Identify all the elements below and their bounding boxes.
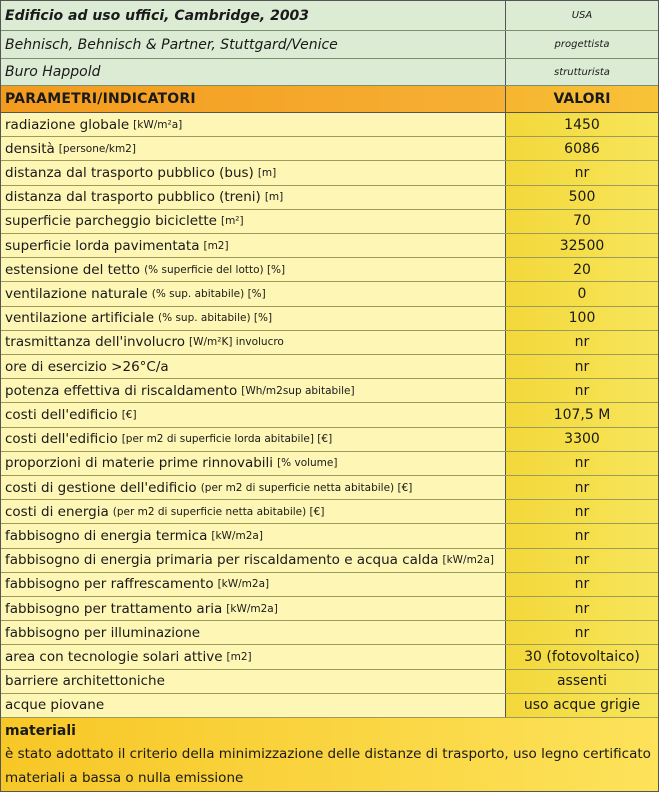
column-header-row bbox=[1, 86, 658, 113]
parameter-unit: (% superficie del lotto) [%] bbox=[144, 263, 286, 276]
table-row bbox=[1, 113, 658, 137]
parameter-label bbox=[1, 403, 506, 426]
building-title: Edificio ad uso uffici, Cambridge, 2003 bbox=[1, 1, 506, 30]
table-row bbox=[1, 355, 658, 379]
parameter-label bbox=[1, 379, 506, 402]
parameter-name: costi dell'edificio bbox=[5, 431, 118, 448]
table-row bbox=[1, 476, 658, 500]
table-row bbox=[1, 452, 658, 476]
parameter-unit: [m] bbox=[257, 166, 277, 179]
parameter-label bbox=[1, 621, 506, 644]
parameter-name: superficie parcheggio biciclette bbox=[5, 213, 217, 230]
parameter-unit: (per m2 di superficie netta abitabile) [€] bbox=[112, 505, 325, 518]
parameter-value: 500 bbox=[506, 186, 658, 209]
parameter-label bbox=[1, 355, 506, 378]
designer-role: progettista bbox=[554, 39, 610, 50]
parameter-value: assenti bbox=[506, 670, 658, 693]
parameter-name: ventilazione artificiale bbox=[5, 310, 155, 327]
parameter-value: 1450 bbox=[506, 113, 658, 136]
parameter-name: fabbisogno per illuminazione bbox=[5, 624, 201, 641]
parameter-value: nr bbox=[506, 621, 658, 644]
parameter-label bbox=[1, 694, 506, 717]
parameter-name: superficie lorda pavimentata bbox=[5, 237, 200, 254]
parameter-unit: [kW/m²a] bbox=[133, 118, 183, 131]
table-row bbox=[1, 403, 658, 427]
table-row bbox=[1, 670, 658, 694]
parameter-value: 30 (fotovoltaico) bbox=[506, 645, 658, 668]
header-row-engineer bbox=[1, 59, 658, 86]
parameter-value: 107,5 M bbox=[506, 403, 658, 426]
parameter-name: fabbisogno per raffrescamento bbox=[5, 576, 214, 593]
parameter-name: distanza dal trasporto pubblico (bus) bbox=[5, 164, 254, 181]
parameter-name: costi di gestione dell'edificio bbox=[5, 479, 197, 496]
parameter-unit: [kW/m2a] bbox=[211, 529, 263, 542]
parameter-label bbox=[1, 428, 506, 451]
engineer-name: Buro Happold bbox=[1, 59, 506, 85]
parameter-value: 100 bbox=[506, 307, 658, 330]
parameter-name: fabbisogno di energia primaria per riscaldamento e acqua calda bbox=[5, 552, 439, 569]
parameter-name: estensione del tetto bbox=[5, 261, 141, 278]
parameter-name: ventilazione naturale bbox=[5, 285, 148, 302]
table-row bbox=[1, 524, 658, 548]
table-row bbox=[1, 379, 658, 403]
parameter-label bbox=[1, 645, 506, 668]
table-row bbox=[1, 161, 658, 185]
parameter-name: area con tecnologie solari attive bbox=[5, 648, 223, 665]
parameter-value: 6086 bbox=[506, 137, 658, 160]
parameter-label bbox=[1, 524, 506, 547]
parameter-label bbox=[1, 113, 506, 136]
parameter-value: nr bbox=[506, 524, 658, 547]
parameter-label bbox=[1, 161, 506, 184]
parameter-value: nr bbox=[506, 161, 658, 184]
materials-section bbox=[1, 718, 658, 791]
parameter-unit: (% sup. abitabile) [%] bbox=[151, 287, 266, 300]
parameter-name: fabbisogno per trattamento aria bbox=[5, 600, 223, 617]
parameter-unit: [m2] bbox=[226, 650, 252, 663]
table-row bbox=[1, 428, 658, 452]
parameter-label bbox=[1, 258, 506, 281]
parameter-unit: (% sup. abitabile) [%] bbox=[158, 312, 273, 325]
table-row bbox=[1, 694, 658, 718]
parameter-label bbox=[1, 670, 506, 693]
parameter-unit: [kW/m2a] bbox=[226, 602, 278, 615]
table-row bbox=[1, 500, 658, 524]
parameter-label bbox=[1, 186, 506, 209]
parameter-unit: [m2] bbox=[203, 239, 229, 252]
table-row bbox=[1, 573, 658, 597]
parameter-label bbox=[1, 282, 506, 305]
parameters-column-header: PARAMETRI/INDICATORI bbox=[1, 86, 506, 112]
parameter-unit: [W/m²K] involucro bbox=[189, 336, 284, 349]
parameter-unit: [per m2 di superficie lorda abitabile] [€] bbox=[121, 433, 333, 446]
parameter-name: radiazione globale bbox=[5, 116, 130, 133]
designer-name: Behnisch, Behnisch & Partner, Stuttgard/Venice bbox=[1, 31, 506, 58]
parameter-name: costi di energia bbox=[5, 503, 109, 520]
table-row bbox=[1, 234, 658, 258]
parameter-value: 3300 bbox=[506, 428, 658, 451]
parameter-unit: [kW/m2a] bbox=[217, 578, 270, 591]
parameter-value: 0 bbox=[506, 282, 658, 305]
table-row bbox=[1, 210, 658, 234]
parameter-unit: (per m2 di superficie netta abitabile) [€] bbox=[200, 481, 413, 494]
table-row bbox=[1, 258, 658, 282]
table-row bbox=[1, 549, 658, 573]
parameter-name: densità bbox=[5, 140, 55, 157]
parameter-name: acque piovane bbox=[5, 697, 105, 714]
parameter-unit: [Wh/m2sup abitabile] bbox=[241, 384, 355, 397]
parameter-value: 70 bbox=[506, 210, 658, 233]
parameter-label bbox=[1, 234, 506, 257]
parameter-value: nr bbox=[506, 379, 658, 402]
parameter-unit: [m] bbox=[264, 191, 284, 204]
materials-line: materiali a bassa o nulla emissione bbox=[5, 770, 244, 786]
parameter-label bbox=[1, 331, 506, 354]
parameter-value: nr bbox=[506, 476, 658, 499]
parameter-value: nr bbox=[506, 500, 658, 523]
parameter-value: nr bbox=[506, 331, 658, 354]
parameter-unit: [% volume] bbox=[277, 457, 338, 470]
table-row bbox=[1, 307, 658, 331]
parameter-name: distanza dal trasporto pubblico (treni) bbox=[5, 189, 261, 206]
table-row bbox=[1, 186, 658, 210]
parameter-name: barriere architettoniche bbox=[5, 673, 165, 690]
header-row-designer bbox=[1, 31, 658, 59]
parameter-label bbox=[1, 597, 506, 620]
materials-title: materiali bbox=[5, 723, 76, 739]
parameter-name: trasmittanza dell'involucro bbox=[5, 334, 186, 351]
parameter-label bbox=[1, 307, 506, 330]
parameter-value: nr bbox=[506, 573, 658, 596]
parameter-name: proporzioni di materie prime rinnovabili bbox=[5, 455, 274, 472]
header-row-building bbox=[1, 1, 658, 31]
parameter-label bbox=[1, 476, 506, 499]
parameter-name: costi dell'edificio bbox=[5, 406, 118, 423]
parameter-value: 32500 bbox=[506, 234, 658, 257]
parameter-value: nr bbox=[506, 355, 658, 378]
parameter-label bbox=[1, 549, 506, 572]
parameter-value: nr bbox=[506, 452, 658, 475]
parameter-label bbox=[1, 452, 506, 475]
building-country: USA bbox=[571, 10, 593, 21]
table-row bbox=[1, 621, 658, 645]
table-row bbox=[1, 137, 658, 161]
parameter-unit: [persone/km2] bbox=[58, 142, 136, 155]
materials-line: è stato adottato il criterio della minimizzazione delle distanze di trasporto, uso legno certificato bbox=[5, 746, 651, 762]
engineer-role: strutturista bbox=[554, 66, 610, 78]
parameter-name: ore di esercizio >26°C/a bbox=[5, 358, 169, 375]
parameter-label bbox=[1, 573, 506, 596]
parameter-value: nr bbox=[506, 597, 658, 620]
parameter-name: potenza effettiva di riscaldamento bbox=[5, 382, 238, 399]
table-row bbox=[1, 645, 658, 669]
parameter-value: 20 bbox=[506, 258, 658, 281]
parameter-label bbox=[1, 500, 506, 523]
parameter-value: uso acque grigie bbox=[506, 694, 658, 717]
parameter-label bbox=[1, 210, 506, 233]
parameter-unit: [kW/m2a] bbox=[442, 554, 495, 567]
parameter-value: nr bbox=[506, 549, 658, 572]
table-row bbox=[1, 331, 658, 355]
parameter-unit: [m²] bbox=[220, 215, 244, 228]
parameter-name: fabbisogno di energia termica bbox=[5, 527, 208, 544]
parameter-unit: [€] bbox=[121, 408, 137, 421]
table-row bbox=[1, 282, 658, 306]
parameter-label bbox=[1, 137, 506, 160]
values-column-header: VALORI bbox=[506, 86, 658, 112]
table-row bbox=[1, 597, 658, 621]
